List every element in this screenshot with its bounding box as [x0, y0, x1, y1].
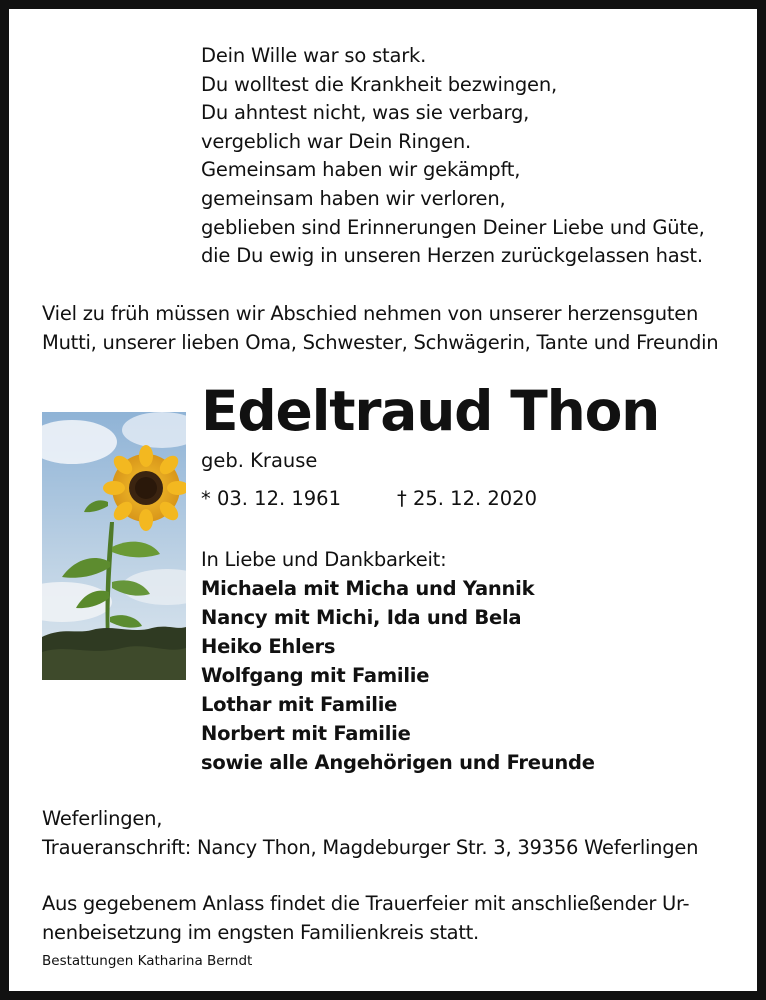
- birth-name: geb. Krause: [201, 449, 318, 472]
- mourner: Nancy mit Michi, Ida und Bela: [201, 606, 522, 629]
- mourners-heading: In Liebe und Dankbarkeit:: [201, 548, 447, 571]
- poem-line: vergeblich war Dein Ringen.: [201, 129, 472, 153]
- notice-line: nenbeisetzung im engsten Familienkreis statt.: [42, 921, 479, 944]
- mourner: Lothar mit Familie: [201, 693, 398, 716]
- birth-date: * 03. 12. 1961: [201, 487, 341, 510]
- poem-line: gemeinsam haben wir verloren,: [201, 186, 506, 210]
- address-line: Traueranschrift: Nancy Thon, Magdeburger Str. 3, 39356 Weferlingen: [42, 836, 699, 859]
- death-date: † 25. 12. 2020: [397, 487, 537, 510]
- intro-text: [42, 299, 742, 357]
- poem-line: Du wolltest die Krankheit bezwingen,: [201, 72, 558, 96]
- funeral-notice: [42, 889, 689, 947]
- address-line: Weferlingen,: [42, 807, 163, 830]
- mourner: Wolfgang mit Familie: [201, 664, 430, 687]
- mourner: Heiko Ehlers: [201, 635, 336, 658]
- deceased-name: Edeltraud Thon: [201, 379, 660, 443]
- mourner: Michaela mit Micha und Yannik: [201, 577, 535, 600]
- mourner: sowie alle Angehörigen und Freunde: [201, 751, 595, 774]
- mourners-list: [201, 545, 595, 777]
- undertaker: Bestattungen Katharina Berndt: [42, 953, 253, 969]
- poem-line: Du ahntest nicht, was sie verbarg,: [201, 101, 530, 125]
- notice-line: Aus gegebenem Anlass findet die Trauerfeier mit anschließender Ur-: [42, 892, 690, 915]
- poem-line: die Du ewig in unseren Herzen zurückgelassen hast.: [201, 244, 703, 268]
- life-dates: [201, 487, 537, 510]
- mourner: Norbert mit Familie: [201, 722, 411, 745]
- poem-line: geblieben sind Erinnerungen Deiner Liebe und Güte,: [201, 215, 705, 239]
- poem-line: Dein Wille war so stark.: [201, 44, 427, 67]
- poem-line: Gemeinsam haben wir gekämpft,: [201, 158, 521, 182]
- sunflower-image: [42, 412, 186, 680]
- mourning-address: [42, 804, 698, 862]
- intro-line: Mutti, unserer lieben Oma, Schwester, Schwägerin, Tante und Freundin: [42, 331, 719, 354]
- intro-line: Viel zu früh müssen wir Abschied nehmen von unserer herzensguten: [42, 302, 699, 325]
- poem: [201, 42, 705, 271]
